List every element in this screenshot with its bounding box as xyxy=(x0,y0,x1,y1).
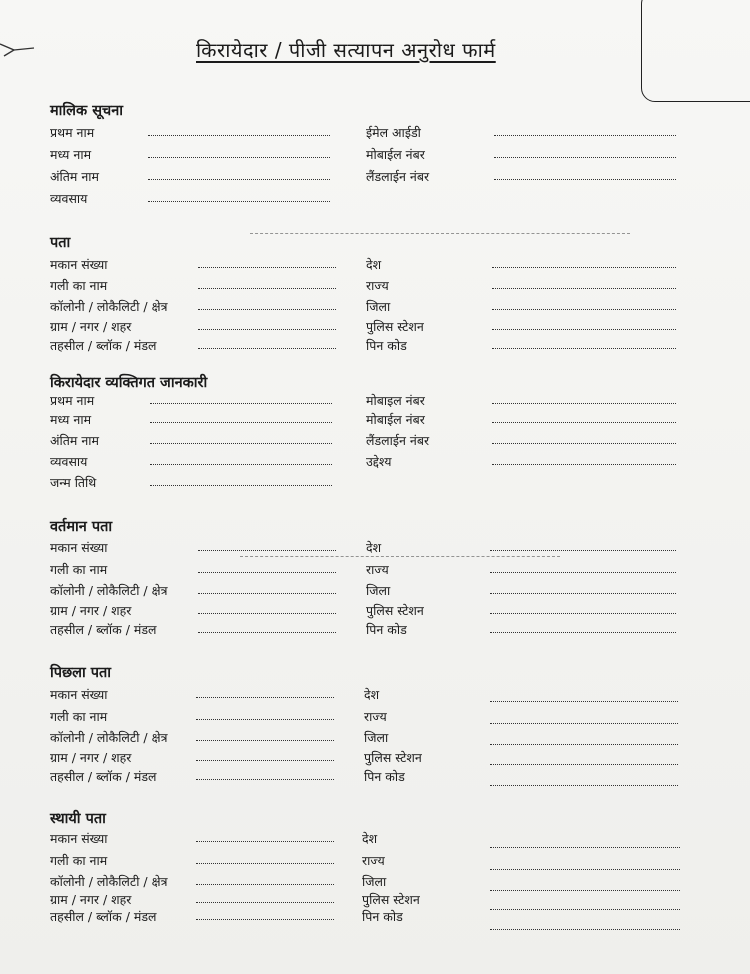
previous-house-no-label: मकान संख्या xyxy=(50,687,108,702)
tenant-dob-label: जन्म तिथि xyxy=(50,475,97,490)
current-state-field[interactable] xyxy=(490,571,676,573)
owner-occupation-label: व्यवसाय xyxy=(50,191,88,206)
section-owner-info: मालिक सूचना xyxy=(50,103,124,119)
section-previous-address: पिछला पता xyxy=(50,665,112,681)
owner-first-name-field[interactable] xyxy=(148,134,330,136)
paper-fold-line-2 xyxy=(240,556,560,557)
current-state-label: राज्य xyxy=(366,562,389,577)
owner-colony-field[interactable] xyxy=(198,308,336,310)
current-street-field[interactable] xyxy=(198,571,336,573)
previous-tehsil-label: तहसील / ब्लॉक / मंडल xyxy=(50,769,157,784)
current-pin-label: पिन कोड xyxy=(366,622,407,637)
tenant-landline-field[interactable] xyxy=(492,442,676,444)
tenant-mobile2-label: मोबाईल नंबर xyxy=(366,412,425,427)
tenant-first-name-label: प्रथम नाम xyxy=(50,393,95,408)
owner-mobile-label: मोबाईल नंबर xyxy=(366,147,425,162)
tenant-occupation-field[interactable] xyxy=(150,463,332,465)
previous-street-field[interactable] xyxy=(196,718,334,720)
current-country-field[interactable] xyxy=(490,549,676,551)
previous-state-label: राज्य xyxy=(364,709,387,724)
tenant-purpose-label: उद्देश्य xyxy=(366,454,392,469)
form-title: किरायेदार / पीजी सत्यापन अनुरोध फार्म xyxy=(196,38,496,62)
owner-state-field[interactable] xyxy=(492,287,676,289)
tenant-occupation-label: व्यवसाय xyxy=(50,454,88,469)
permanent-district-field[interactable] xyxy=(490,889,680,891)
owner-middle-name-label: मध्य नाम xyxy=(50,147,92,162)
current-village-field[interactable] xyxy=(198,612,336,614)
permanent-colony-field[interactable] xyxy=(196,883,334,885)
previous-pin-field[interactable] xyxy=(490,784,678,786)
owner-house-no-field[interactable] xyxy=(198,266,336,268)
permanent-pin-field[interactable] xyxy=(490,928,680,930)
tenant-purpose-field[interactable] xyxy=(492,463,676,465)
section-tenant-info: किरायेदार व्यक्तिगत जानकारी xyxy=(50,375,208,391)
permanent-street-field[interactable] xyxy=(196,862,334,864)
owner-street-field[interactable] xyxy=(198,287,336,289)
fold-corner-mark xyxy=(0,38,36,60)
permanent-police-station-field[interactable] xyxy=(490,908,680,910)
owner-house-no-label: मकान संख्या xyxy=(50,257,108,272)
permanent-state-field[interactable] xyxy=(490,868,680,870)
permanent-country-label: देश xyxy=(362,831,378,846)
owner-village-field[interactable] xyxy=(198,328,336,330)
photo-box xyxy=(641,0,750,102)
permanent-house-no-field[interactable] xyxy=(196,840,334,842)
permanent-district-label: जिला xyxy=(362,874,387,889)
owner-district-field[interactable] xyxy=(492,308,676,310)
permanent-village-field[interactable] xyxy=(196,901,334,903)
owner-occupation-field[interactable] xyxy=(148,200,330,202)
previous-country-label: देश xyxy=(364,687,380,702)
current-street-label: गली का नाम xyxy=(50,562,108,577)
owner-village-label: ग्राम / नगर / शहर xyxy=(50,319,132,334)
owner-country-field[interactable] xyxy=(492,266,676,268)
permanent-tehsil-label: तहसील / ब्लॉक / मंडल xyxy=(50,909,157,924)
owner-state-label: राज्य xyxy=(366,278,389,293)
current-colony-field[interactable] xyxy=(198,592,336,594)
previous-village-label: ग्राम / नगर / शहर xyxy=(50,750,132,765)
previous-country-field[interactable] xyxy=(490,700,678,702)
previous-district-label: जिला xyxy=(364,730,389,745)
owner-country-label: देश xyxy=(366,257,382,272)
owner-email-label: ईमेल आईडी xyxy=(366,125,421,140)
owner-landline-field[interactable] xyxy=(494,178,676,180)
section-current-address: वर्तमान पता xyxy=(50,519,113,535)
permanent-country-field[interactable] xyxy=(490,846,680,848)
paper-fold-line xyxy=(250,233,630,234)
owner-pin-field[interactable] xyxy=(492,347,676,349)
tenant-last-name-field[interactable] xyxy=(150,442,332,444)
owner-colony-label: कॉलोनी / लोकैलिटी / क्षेत्र xyxy=(50,299,168,314)
tenant-mobile2-field[interactable] xyxy=(492,421,676,423)
current-police-station-label: पुलिस स्टेशन xyxy=(366,603,424,618)
tenant-middle-name-field[interactable] xyxy=(150,421,332,423)
permanent-police-station-label: पुलिस स्टेशन xyxy=(362,892,420,907)
tenant-mobile-label: मोबाइल नंबर xyxy=(366,393,425,408)
owner-pin-label: पिन कोड xyxy=(366,338,407,353)
permanent-house-no-label: मकान संख्या xyxy=(50,831,108,846)
previous-colony-field[interactable] xyxy=(196,739,334,741)
owner-middle-name-field[interactable] xyxy=(148,156,330,158)
section-permanent-address: स्थायी पता xyxy=(50,811,106,827)
owner-tehsil-field[interactable] xyxy=(198,347,336,349)
owner-tehsil-label: तहसील / ब्लॉक / मंडल xyxy=(50,338,157,353)
tenant-middle-name-label: मध्य नाम xyxy=(50,412,92,427)
owner-mobile-field[interactable] xyxy=(494,156,676,158)
current-village-label: ग्राम / नगर / शहर xyxy=(50,603,132,618)
tenant-last-name-label: अंतिम नाम xyxy=(50,433,100,448)
tenant-mobile-field[interactable] xyxy=(492,402,676,404)
tenant-first-name-field[interactable] xyxy=(150,402,332,404)
owner-police-station-label: पुलिस स्टेशन xyxy=(366,319,424,334)
owner-last-name-field[interactable] xyxy=(148,178,330,180)
permanent-pin-label: पिन कोड xyxy=(362,909,403,924)
owner-landline-label: लैंडलाईन नंबर xyxy=(366,169,430,184)
permanent-state-label: राज्य xyxy=(362,853,385,868)
previous-tehsil-field[interactable] xyxy=(196,778,334,780)
permanent-village-label: ग्राम / नगर / शहर xyxy=(50,892,132,907)
previous-police-station-label: पुलिस स्टेशन xyxy=(364,750,422,765)
current-police-station-field[interactable] xyxy=(490,612,676,614)
owner-street-label: गली का नाम xyxy=(50,278,108,293)
previous-state-field[interactable] xyxy=(490,722,678,724)
current-house-no-label: मकान संख्या xyxy=(50,540,108,555)
owner-police-station-field[interactable] xyxy=(492,328,676,330)
permanent-street-label: गली का नाम xyxy=(50,853,108,868)
permanent-tehsil-field[interactable] xyxy=(196,918,334,920)
current-colony-label: कॉलोनी / लोकैलिटी / क्षेत्र xyxy=(50,583,168,598)
owner-first-name-label: प्रथम नाम xyxy=(50,125,95,140)
previous-district-field[interactable] xyxy=(490,743,678,745)
current-district-label: जिला xyxy=(366,583,391,598)
previous-village-field[interactable] xyxy=(196,759,334,761)
current-house-no-field[interactable] xyxy=(198,549,336,551)
section-owner-address: पता xyxy=(50,235,71,251)
current-tehsil-label: तहसील / ब्लॉक / मंडल xyxy=(50,622,157,637)
previous-colony-label: कॉलोनी / लोकैलिटी / क्षेत्र xyxy=(50,730,168,745)
permanent-colony-label: कॉलोनी / लोकैलिटी / क्षेत्र xyxy=(50,874,168,889)
tenant-landline-label: लैंडलाईन नंबर xyxy=(366,433,430,448)
previous-police-station-field[interactable] xyxy=(490,763,678,765)
current-country-label: देश xyxy=(366,540,382,555)
previous-street-label: गली का नाम xyxy=(50,709,108,724)
current-district-field[interactable] xyxy=(490,592,676,594)
previous-house-no-field[interactable] xyxy=(196,696,334,698)
current-pin-field[interactable] xyxy=(490,631,676,633)
owner-district-label: जिला xyxy=(366,299,391,314)
tenant-dob-field[interactable] xyxy=(150,484,332,486)
owner-last-name-label: अंतिम नाम xyxy=(50,169,100,184)
owner-email-field[interactable] xyxy=(494,134,676,136)
previous-pin-label: पिन कोड xyxy=(364,769,405,784)
current-tehsil-field[interactable] xyxy=(198,631,336,633)
